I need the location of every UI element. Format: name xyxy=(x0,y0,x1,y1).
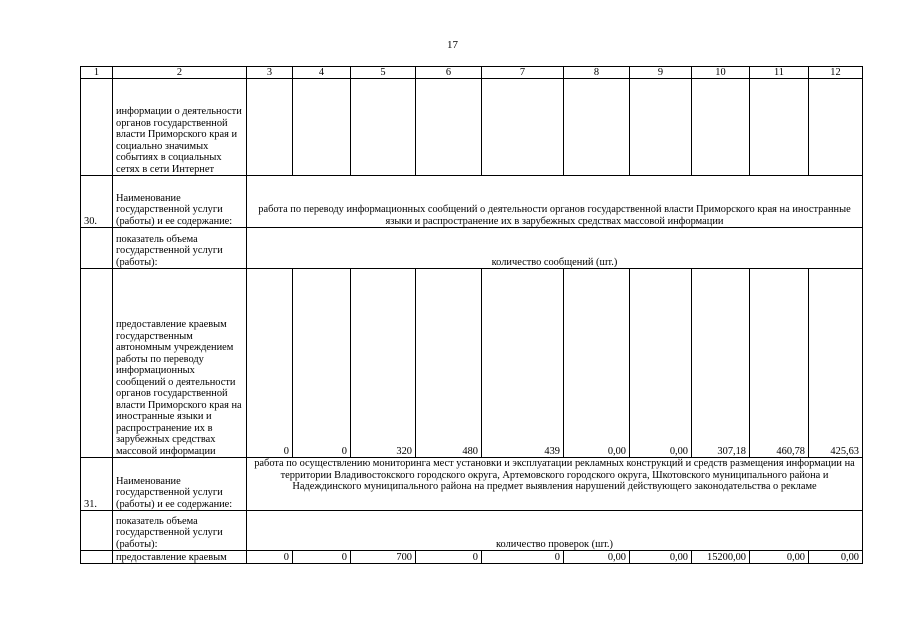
description-cell: предоставление краевым xyxy=(113,551,247,564)
index-cell xyxy=(81,511,113,551)
header-cell: 12 xyxy=(809,67,863,79)
value-cell: 0 xyxy=(416,551,482,564)
value-cell: 425,63 xyxy=(809,269,863,458)
value-cell: 480 xyxy=(416,269,482,458)
value-cell: 307,18 xyxy=(692,269,750,458)
value-cell: 700 xyxy=(351,551,416,564)
index-cell xyxy=(81,269,113,458)
index-cell xyxy=(81,79,113,176)
index-cell xyxy=(81,228,113,269)
description-cell: Наименование государственной услуги (работы) и ее содержание: xyxy=(113,458,247,511)
description-cell: показатель объема государственной услуги (работы): xyxy=(113,228,247,269)
value-cell: 320 xyxy=(351,269,416,458)
service-content: работа по переводу информационных сообщений о деятельности органов государственной власти Приморского края на иностранные языки и распространение их в зарубежных средствах массовой информации xyxy=(247,176,863,228)
value-cell: 0,00 xyxy=(750,551,809,564)
header-cell: 3 xyxy=(247,67,293,79)
value-cell xyxy=(564,79,630,176)
value-cell xyxy=(809,79,863,176)
value-cell xyxy=(750,79,809,176)
index-cell xyxy=(81,551,113,564)
table-row xyxy=(81,511,863,551)
value-cell: 15200,00 xyxy=(692,551,750,564)
description-cell: информации о деятельности органов государственной власти Приморского края и социально значимых событиях в социальных сетях в сети Интернет xyxy=(113,79,247,176)
header-row xyxy=(81,67,863,79)
header-cell: 11 xyxy=(750,67,809,79)
header-cell: 1 xyxy=(81,67,113,79)
table-row xyxy=(81,458,863,511)
header-cell: 4 xyxy=(293,67,351,79)
value-cell xyxy=(351,79,416,176)
value-cell: 0 xyxy=(247,269,293,458)
value-cell: 0 xyxy=(293,551,351,564)
header-cell: 8 xyxy=(564,67,630,79)
value-cell: 0,00 xyxy=(809,551,863,564)
header-cell: 10 xyxy=(692,67,750,79)
value-cell: 0,00 xyxy=(564,269,630,458)
indicator-value: количество проверок (шт.) xyxy=(247,511,863,551)
value-cell: 439 xyxy=(482,269,564,458)
header-cell: 2 xyxy=(113,67,247,79)
table-row xyxy=(81,269,863,458)
value-cell xyxy=(247,79,293,176)
header-cell: 9 xyxy=(630,67,692,79)
value-cell: 460,78 xyxy=(750,269,809,458)
value-cell: 0,00 xyxy=(630,269,692,458)
page-number: 17 xyxy=(447,39,458,51)
value-cell xyxy=(293,79,351,176)
description-cell: предоставление краевым государственным автономным учреждением работы по переводу информационных сообщений о деятельности органов государственной власти Приморского края на иностранные языки и распространение их в зарубежных средствах массовой информации xyxy=(113,269,247,458)
table-row xyxy=(81,176,863,228)
table-row xyxy=(81,551,863,564)
value-cell xyxy=(416,79,482,176)
value-cell: 0,00 xyxy=(630,551,692,564)
header-cell: 6 xyxy=(416,67,482,79)
header-cell: 7 xyxy=(482,67,564,79)
description-cell: Наименование государственной услуги (работы) и ее содержание: xyxy=(113,176,247,228)
row-index: 30. xyxy=(81,176,113,228)
value-cell xyxy=(692,79,750,176)
value-cell: 0 xyxy=(247,551,293,564)
row-index: 31. xyxy=(81,458,113,511)
value-cell xyxy=(630,79,692,176)
program-table xyxy=(80,66,863,564)
indicator-value: количество сообщений (шт.) xyxy=(247,228,863,269)
description-cell: показатель объема государственной услуги (работы): xyxy=(113,511,247,551)
table-row xyxy=(81,79,863,176)
table-row xyxy=(81,228,863,269)
value-cell xyxy=(482,79,564,176)
service-content: работа по осуществлению мониторинга мест установки и эксплуатации рекламных конструкций и средств размещения информации на территории Владивостокского городского округа, Артемовского городского округа, Шкотовского муниципального района и Надеждинского муниципального района на предмет выявления нарушений действующего законодательства о рекламе xyxy=(247,458,863,511)
value-cell: 0 xyxy=(482,551,564,564)
value-cell: 0,00 xyxy=(564,551,630,564)
value-cell: 0 xyxy=(293,269,351,458)
header-cell: 5 xyxy=(351,67,416,79)
